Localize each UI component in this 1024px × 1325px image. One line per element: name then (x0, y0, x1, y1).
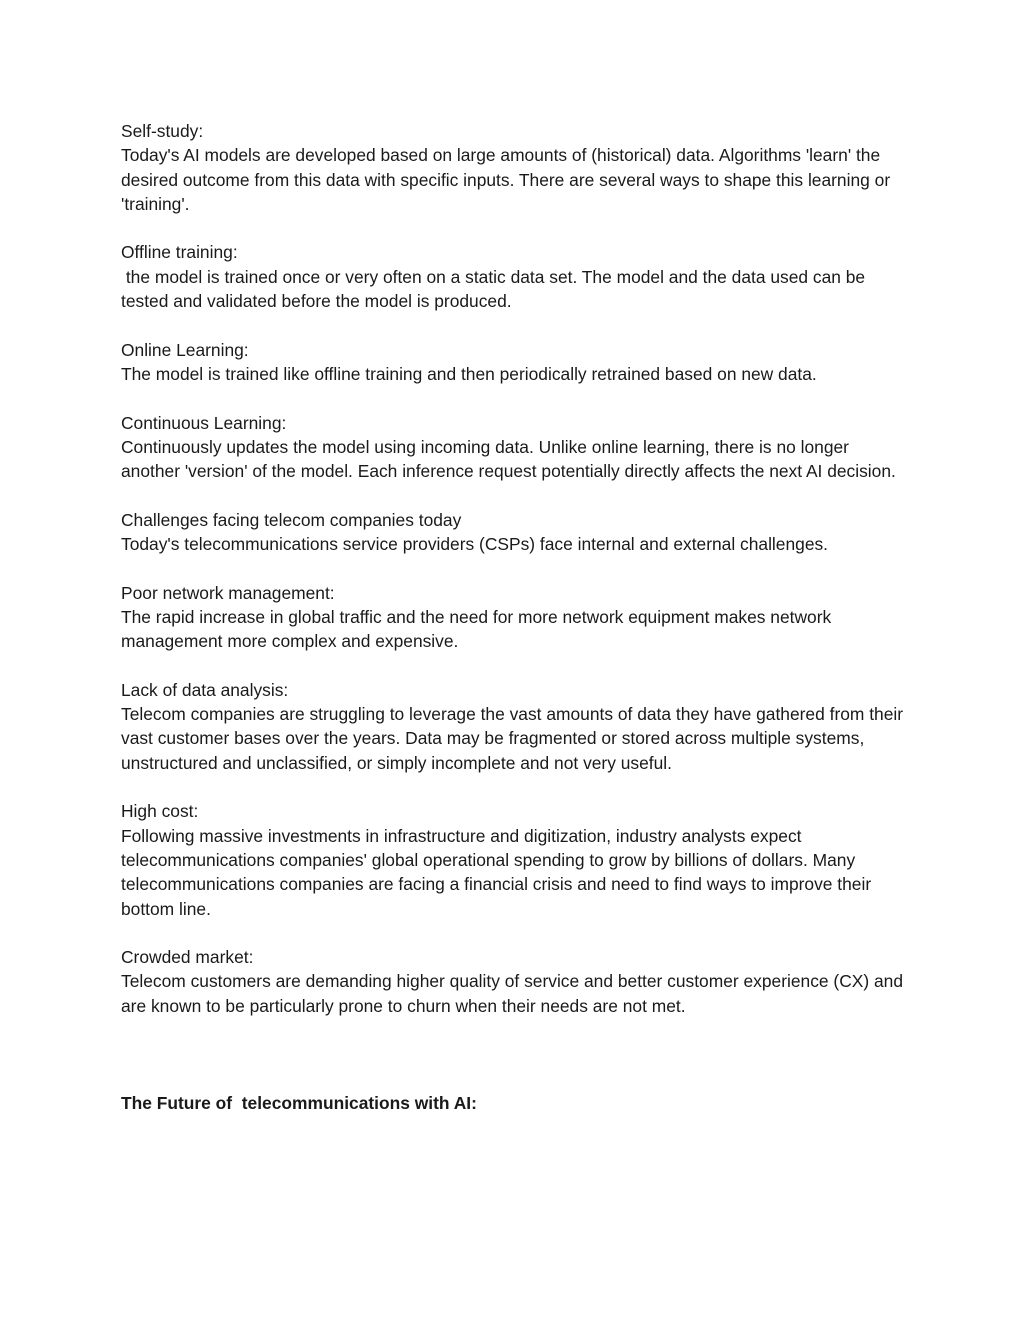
document-page (121, 119, 911, 1115)
section-body: Today's telecommunications service providers (CSPs) face internal and external challenges. (121, 534, 829, 555)
section-title: Lack of data analysis: (121, 679, 289, 700)
section-body: Telecom customers are demanding higher quality of service and better customer experience (CX) and are known to be particularly prone to churn when their needs are not met. (121, 971, 908, 1016)
section-challenges (121, 508, 911, 557)
section-offline-training (121, 240, 911, 313)
section-body: Telecom companies are struggling to leverage the vast amounts of data they have gathered from their vast customer bases over the years. Data may be fragmented or stored across multiple systems, unstructured and unclassified, or simply incomplete and not very useful. (121, 704, 908, 773)
section-poor-network-management (121, 581, 911, 654)
section-body: Continuously updates the model using incoming data. Unlike online learning, there is no longer another 'version' of the model. Each inference request potentially directly affects the next AI decision. (121, 436, 896, 482)
future-heading: The Future of telecommunications with AI: (121, 1092, 477, 1113)
section-title: High cost: (121, 801, 199, 822)
section-body: The rapid increase in global traffic and the need for more network equipment makes network management more complex and expensive. (121, 606, 837, 652)
section-title: Crowded market: (121, 947, 254, 968)
section-title: Self-study: (121, 121, 204, 141)
section-body: Today's AI models are developed based on large amounts of (historical) data. Algorithms 'learn' the desired outcome from this data with specific inputs. There are several ways to shape this learning or 'training'. (121, 145, 895, 214)
section-online-learning (121, 338, 911, 387)
blank-space (121, 1042, 911, 1091)
section-continuous-learning (121, 411, 911, 484)
section-lack-of-data-analysis (121, 678, 911, 775)
section-title: Poor network management: (121, 582, 335, 603)
section-crowded-market (121, 945, 911, 1018)
section-body: The model is trained like offline training and then periodically retrained based on new data. (121, 363, 817, 384)
section-title: Challenges facing telecom companies today (121, 509, 462, 530)
section-self-study (121, 119, 911, 216)
section-title: Online Learning: (121, 339, 249, 360)
section-high-cost (121, 799, 911, 920)
section-title: Offline training: (121, 242, 238, 263)
section-body: the model is trained once or very often on a static data set. The model and the data used can be tested and validated before the model is produced. (121, 266, 870, 312)
section-title: Continuous Learning: (121, 412, 287, 433)
section-body: Following massive investments in infrastructure and digitization, industry analysts expect telecommunications companies' global operational spending to grow by billions of dollars. Many telecommunications companies are facing a financial crisis and need to find ways to improve their bottom line. (121, 825, 876, 919)
